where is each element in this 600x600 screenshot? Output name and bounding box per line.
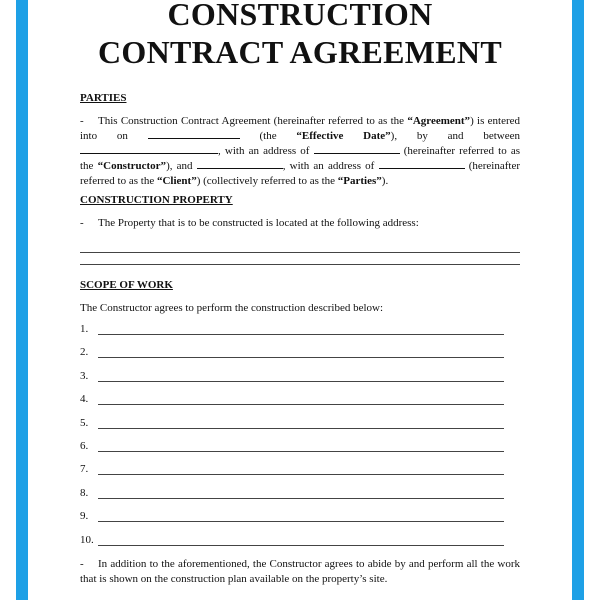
scope-item-number: 7. (80, 463, 89, 476)
scope-item-blank-line[interactable] (98, 474, 504, 475)
scope-item-number: 5. (80, 416, 89, 429)
scope-item-number: 4. (80, 393, 89, 406)
scope-item-number: 1. (80, 323, 89, 335)
scope-item (80, 393, 504, 407)
scope-item (80, 370, 504, 384)
scope-item (80, 346, 504, 360)
client-address-blank[interactable] (379, 159, 465, 169)
parties-text-1: This Construction Contract Agreement (hereinafter referred to as the (98, 115, 408, 127)
scope-item-blank-line[interactable] (98, 498, 504, 499)
scope-item-blank-line[interactable] (98, 428, 504, 429)
scope-item-blank-line[interactable] (98, 451, 504, 452)
property-heading: CONSTRUCTION PROPERTY (80, 194, 233, 206)
effective-date-term: “Effective Date” (296, 130, 391, 142)
parties-bullet: - (80, 115, 84, 127)
scope-item-number: 8. (80, 486, 89, 499)
left-accent-bar (16, 0, 28, 600)
scope-item (80, 487, 504, 501)
client-term: “Client” (156, 175, 197, 187)
property-address-line-2[interactable] (80, 264, 520, 265)
scope-item-number: 3. (80, 369, 89, 382)
scope-closing-text: In addition to the aforementioned, the Constructor agrees to abide by and perform all the work that is shown on the construction plan available on the property’s site. (80, 558, 520, 585)
scope-closing-paragraph (80, 557, 520, 587)
parties-text-7: ), and (166, 160, 197, 172)
constructor-name-blank[interactable] (80, 144, 218, 154)
scope-item (80, 440, 504, 454)
scope-intro: The Constructor agrees to perform the construction described below: (80, 302, 384, 314)
parties-text-9: (hereinafter referred to as the (80, 160, 520, 187)
scope-heading: SCOPE OF WORK (80, 279, 173, 291)
scope-item-blank-line[interactable] (98, 545, 504, 546)
parties-heading: PARTIES (80, 92, 127, 104)
date-blank[interactable] (148, 129, 240, 139)
scope-item-blank-line[interactable] (98, 404, 504, 405)
parties-text-6: (hereinafter referred to as the (80, 145, 521, 172)
scope-item-number: 2. (80, 346, 89, 359)
scope-item (80, 417, 504, 431)
parties-text-3: (the (239, 130, 297, 142)
scope-item (80, 534, 504, 548)
property-paragraph (80, 217, 520, 229)
scope-item-blank-line[interactable] (98, 357, 504, 358)
scope-item-number: 9. (80, 510, 89, 523)
parties-paragraph (80, 114, 520, 189)
scope-item (80, 510, 504, 524)
parties-text-11: ). (381, 175, 389, 187)
title-line-1: CONSTRUCTION (167, 0, 433, 32)
property-bullet: - (80, 217, 84, 229)
document-title (40, 0, 560, 69)
title-line-2: CONTRACT AGREEMENT (98, 33, 502, 70)
parties-text-4: ), by and between (390, 130, 520, 142)
agreement-term: “Agreement” (407, 115, 471, 127)
constructor-address-blank[interactable] (314, 144, 400, 154)
scope-closing-bullet: - (80, 558, 84, 570)
constructor-term: “Constructor” (97, 160, 167, 172)
parties-text-5: , with an address of (218, 145, 314, 157)
parties-text-10: ) (collectively referred to as the (196, 175, 338, 187)
right-accent-bar (572, 0, 584, 600)
scope-item-number: 6. (80, 440, 89, 452)
scope-item-blank-line[interactable] (98, 334, 504, 335)
parties-term: “Parties” (337, 175, 382, 187)
page-content (40, 0, 560, 600)
parties-text-2: ) is entered into on (80, 115, 520, 142)
scope-item (80, 323, 504, 337)
parties-text-8: , with an address of (282, 160, 379, 172)
scope-item-blank-line[interactable] (98, 521, 504, 522)
scope-item (80, 463, 504, 477)
scope-item-blank-line[interactable] (98, 381, 504, 382)
scope-item-number: 10. (80, 533, 94, 546)
property-address-line-1[interactable] (80, 252, 520, 253)
client-name-blank[interactable] (197, 159, 283, 169)
property-text: The Property that is to be constructed is located at the following address: (98, 217, 419, 229)
